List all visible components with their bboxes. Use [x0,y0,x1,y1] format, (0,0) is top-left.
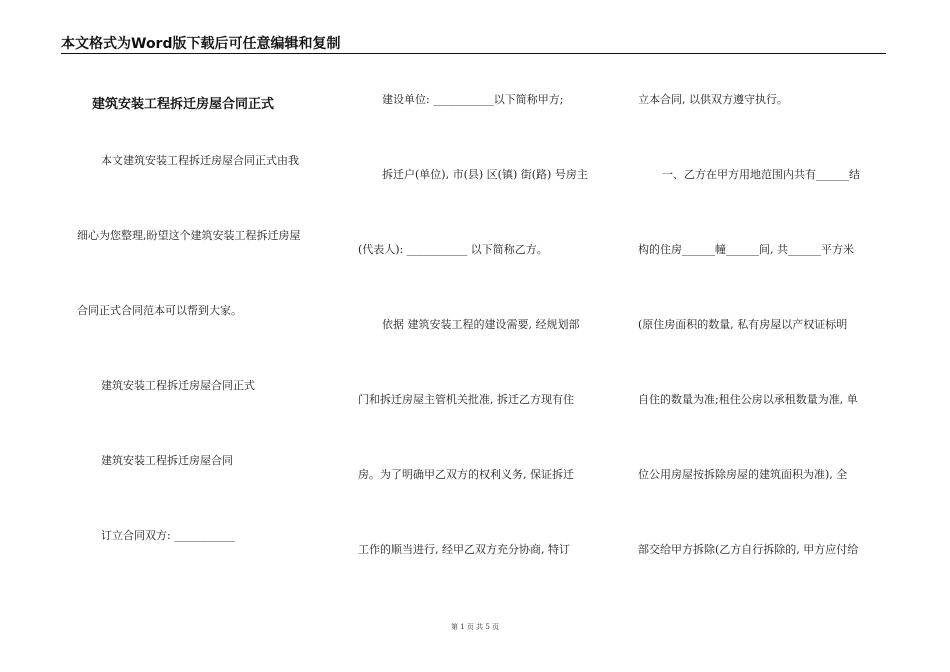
col3-line-3: 构的住房______幢______间, 共______平方米 [638,243,854,256]
col1-line-1: 本文建筑安装工程拆迁房屋合同正式由我 [101,154,299,167]
col2-line-4: 依据 建筑安装工程的建设需要, 经规划部 [382,318,580,331]
col3-line-7: 部交给甲方拆除(乙方自行拆除的, 甲方应付给 [638,543,859,556]
col3-line-4: (原住房面积的数量, 私有房屋以产权证标明 [638,318,848,331]
col2-line-5: 门和拆迁房屋主管机关批准, 拆迁乙方现有住 [358,393,574,406]
col1-line-4: 建筑安装工程拆迁房屋合同正式 [101,379,255,392]
col3-line-6: 位公用房屋按拆除房屋的建筑面积为准), 全 [638,468,848,481]
col2-line-6: 房。为了明确甲乙双方的权利义务, 保证拆迁 [358,468,574,481]
col2-line-3: (代表人): ___________ 以下简称乙方。 [358,243,548,256]
document-title: 建筑安装工程拆迁房屋合同正式 [92,97,275,112]
col1-line-6: 订立合同双方: ___________ [101,529,235,542]
col1-line-2: 细心为您整理,盼望这个建筑安装工程拆迁房屋 [77,229,301,242]
document-header-banner: 本文格式为Word版下载后可任意编辑和复制 [61,36,341,52]
col3-line-1: 立本合同, 以供双方遵守执行。 [638,93,788,106]
col3-line-2: 一、乙方在甲方用地范围内共有______结 [662,168,860,181]
col2-line-2: 拆迁户(单位), 市(县) 区(镇) 街(路) 号房主 [382,168,588,181]
col1-line-3: 合同正式合同范本可以帮到大家。 [77,304,242,317]
col1-line-5: 建筑安装工程拆迁房屋合同 [101,454,233,467]
col2-line-1: 建设单位: ___________以下简称甲方; [382,93,564,106]
header-divider [61,53,886,54]
col2-line-7: 工作的顺当进行, 经甲乙双方充分协商, 特订 [358,543,570,556]
col3-line-5: 自住的数量为准;租住公房以承租数量为准, 单 [638,393,858,406]
page-number-footer: 第 1 页 共 5 页 [450,623,500,631]
